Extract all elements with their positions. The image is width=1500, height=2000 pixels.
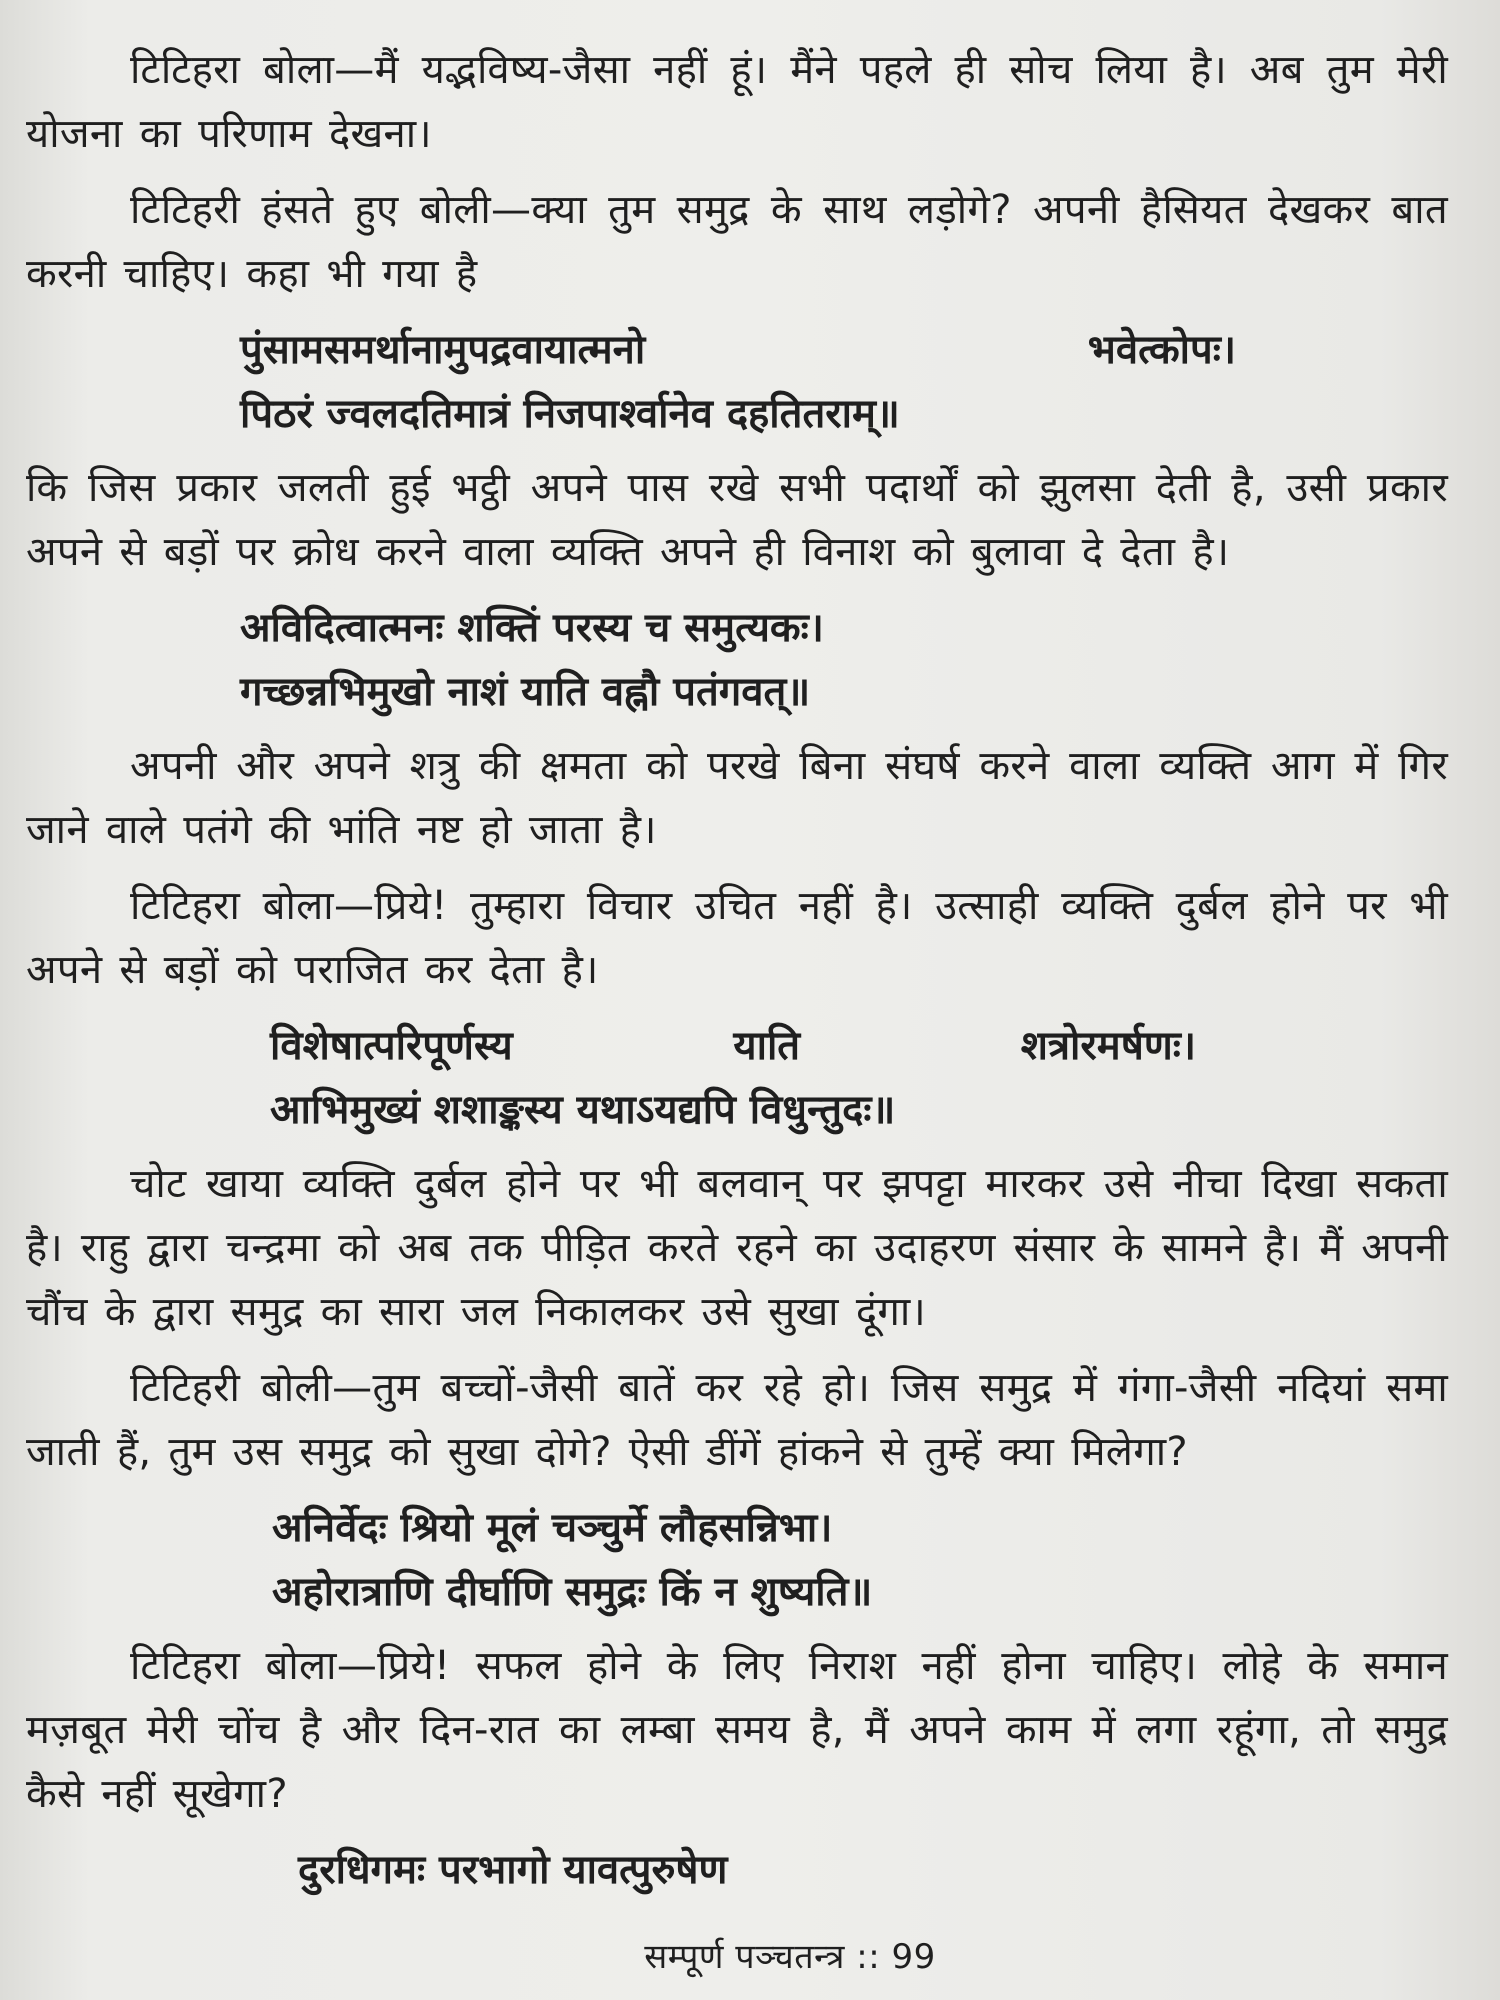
paragraph: टिटिहरी बोली—तुम बच्चों-जैसी बातें कर रहे हो। जिस समुद्र में गंगा-जैसी नदियां समा जाती हैं, तुम उस समुद्र को सुखा दोगे? ऐसी डींगें हांकने से तुम्हें क्या मिलेगा? — [26, 1365, 1448, 1475]
verse-line-part: शत्रोरमर्षणः। — [1020, 1023, 1196, 1069]
sanskrit-verse — [26, 596, 1448, 724]
paragraph: कि जिस प्रकार जलती हुई भट्ठी अपने पास रखे सभी पदार्थों को झुलसा देती है, उसी प्रकार अपने से बड़ों पर क्रोध करने वाला व्यक्ति अपने ही विनाश को बुलावा दे देता है। — [26, 465, 1448, 575]
verse-line: आभिमुख्यं शशाङ्कस्य यथाऽयद्यपि विधुन्तुदः॥ — [270, 1087, 896, 1133]
sanskrit-verse — [26, 318, 1448, 446]
verse-line — [26, 318, 1276, 382]
sanskrit-verse — [26, 1014, 1448, 1142]
paragraph: टिटिहरा बोला—प्रिये! तुम्हारा विचार उचित नहीं है। उत्साही व्यक्ति दुर्बल होने पर भी अपने से बड़ों को पराजित कर देता है। — [26, 883, 1448, 993]
paragraph: चोट खाया व्यक्ति दुर्बल होने पर भी बलवान् पर झपट्टा मारकर उसे नीचा दिखा सकता है। राहु द्वारा चन्द्रमा को अब तक पीड़ित करते रहने का उदाहरण संसार के सामने है। मैं अपनी चौंच के द्वारा समुद्र का सारा जल निकालकर उसे सुखा दूंगा। — [26, 1161, 1448, 1335]
paragraph: टिटिहरा बोला—मैं यद्भविष्य-जैसा नहीं हूं। मैंने पहले ही सोच लिया है। अब तुम मेरी योजना का परिणाम देखना। — [26, 47, 1448, 157]
paragraph: अपनी और अपने शत्रु की क्षमता को परखे बिना संघर्ष करने वाला व्यक्ति आग में गिर जाने वाले पतंगे की भांति नष्ट हो जाता है। — [26, 743, 1448, 853]
verse-line: गच्छन्नभिमुखो नाशं याति वह्नौ पतंगवत्॥ — [240, 669, 811, 715]
verse-line: अहोरात्राणि दीर्घाणि समुद्रः किं न शुष्यति॥ — [272, 1569, 873, 1615]
verse-line: अनिर्वेदः श्रियो मूलं चञ्चुर्मे लौहसन्निभा। — [272, 1505, 833, 1551]
verse-line-part: विशेषात्परिपूर्णस्य — [270, 1023, 513, 1069]
paragraph: टिटिहरा बोला—प्रिये! सफल होने के लिए निराश नहीं होना चाहिए। लोहे के समान मज़बूत मेरी चोंच है और दिन-रात का लम्बा समय है, मैं अपने काम में लगा रहूंगा, तो समुद्र कैसे नहीं सूखेगा? — [26, 1643, 1448, 1817]
verse-line-part: पुंसामसमर्थानामुपद्रवायात्मनो — [240, 327, 646, 373]
verse-line: दुरधिगमः परभागो यावत्पुरुषेण — [298, 1847, 728, 1893]
verse-line-part: भवेत्कोपः। — [1087, 327, 1236, 373]
paragraph: टिटिहरी हंसते हुए बोली—क्या तुम समुद्र के साथ लड़ोगे? अपनी हैसियत देखकर बात करनी चाहिए। कहा भी गया है — [26, 187, 1448, 297]
verse-line: पिठरं ज्वलदतिमात्रं निजपार्श्वानेव दहतितराम्॥ — [240, 391, 900, 437]
verse-line — [26, 1014, 1236, 1078]
page-footer: सम्पूर्ण पञ्चतन्त्र :: 99 — [644, 1937, 936, 1977]
verse-line-part: याति — [733, 1023, 801, 1069]
sanskrit-verse — [26, 1496, 1448, 1624]
sanskrit-verse — [26, 1838, 1448, 1902]
verse-line: अविदित्वात्मनः शक्तिं परस्य च समुत्यकः। — [240, 605, 824, 651]
